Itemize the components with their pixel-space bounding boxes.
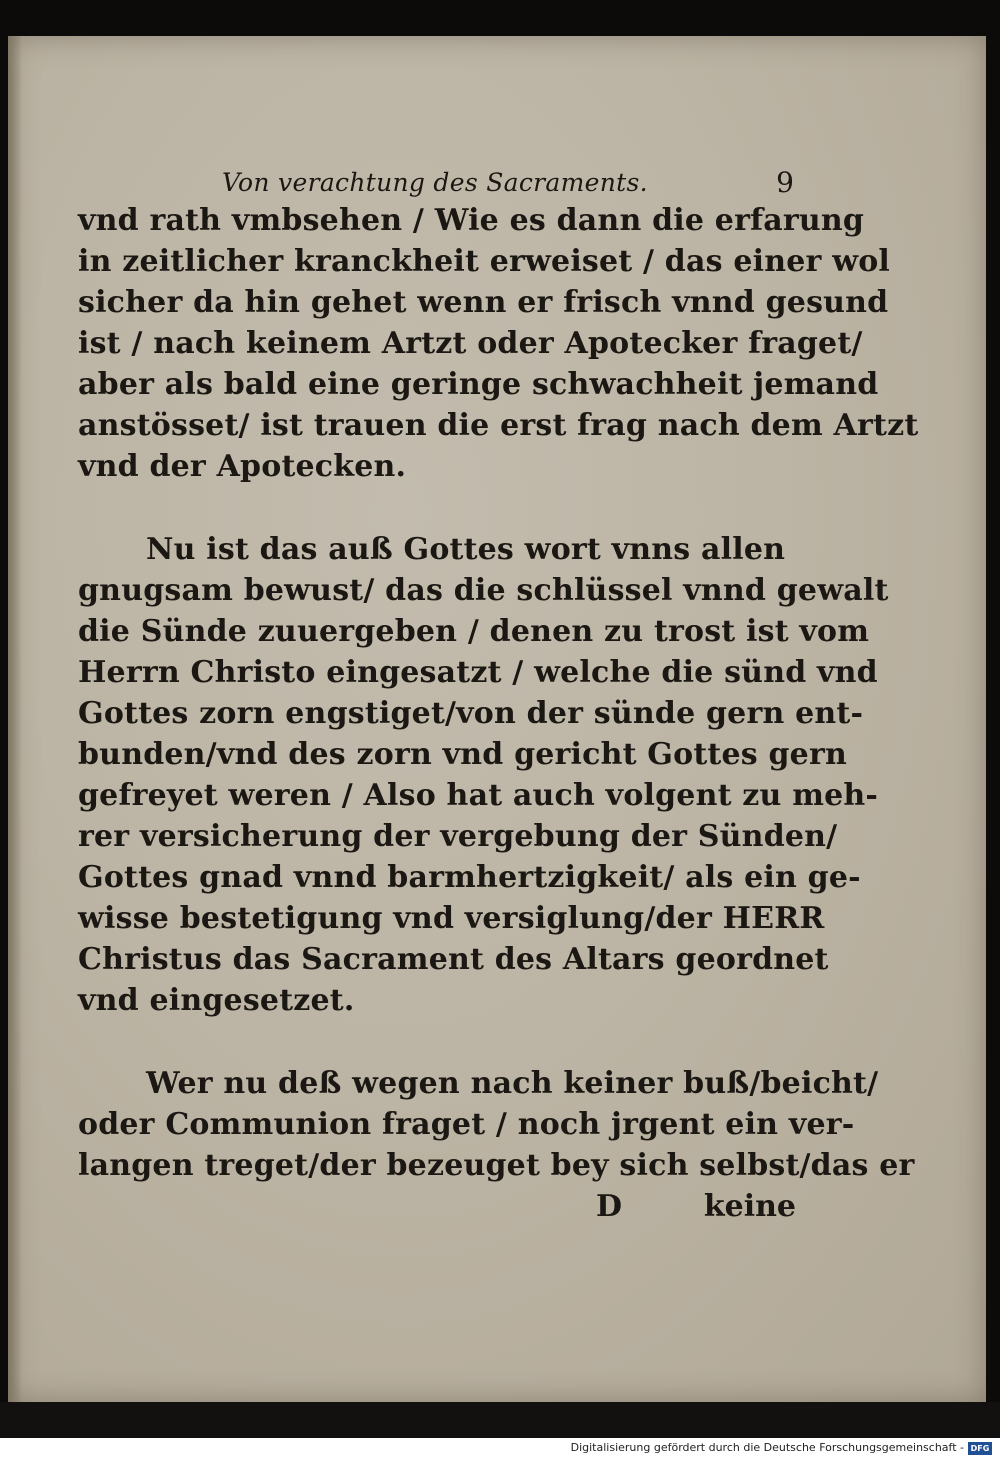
page-text bbox=[78, 166, 919, 1227]
catchword: keine bbox=[703, 1189, 796, 1224]
text-line: die Sünde zuuergeben / denen zu trost ist vom bbox=[78, 614, 870, 649]
text-line: vnd der Apotecken. bbox=[78, 449, 407, 484]
paragraph-gap bbox=[78, 1021, 800, 1063]
digitization-credit bbox=[571, 1440, 992, 1456]
paragraph-3 bbox=[78, 1063, 915, 1186]
text-line: Gottes gnad vnnd barmhertzigkeit/ als ein ge- bbox=[78, 860, 861, 895]
page-number: 9 bbox=[776, 166, 794, 199]
text-line: gefreyet weren / Also hat auch volgent zu meh- bbox=[78, 778, 879, 813]
text-line: aber als bald eine geringe schwachheit jemand bbox=[78, 367, 879, 402]
text-line: vnd rath vmbsehen / Wie es dann die erfarung bbox=[78, 203, 865, 238]
text-line: rer versicherung der vergebung der Sünden/ bbox=[78, 819, 838, 854]
text-line: Gottes zorn engstiget/von der sünde gern ent- bbox=[78, 696, 864, 731]
dfg-logo-icon: DFG bbox=[968, 1442, 992, 1455]
signature-mark: D bbox=[596, 1189, 623, 1224]
text-line: bunden/vnd des zorn vnd gericht Gottes gern bbox=[78, 737, 847, 772]
text-line: in zeitlicher kranckheit erweiset / das einer wol bbox=[78, 244, 891, 279]
paragraph-1 bbox=[78, 200, 919, 487]
text-line: Wer nu deß wegen nach keiner buß/beicht/ bbox=[146, 1066, 879, 1101]
text-line: ist / nach keinem Artzt oder Apotecker fraget/ bbox=[78, 326, 863, 361]
text-line: Nu ist das auß Gottes wort vnns allen bbox=[146, 532, 786, 567]
text-line: sicher da hin gehet wenn er frisch vnnd gesund bbox=[78, 285, 889, 320]
text-line: vnd eingesetzet. bbox=[78, 983, 355, 1018]
credit-text: Digitalisierung gefördert durch die Deutsche Forschungsgemeinschaft - bbox=[570, 1441, 964, 1454]
scan-bottom-edge bbox=[0, 1402, 1000, 1438]
page-footer bbox=[78, 1186, 800, 1227]
paragraph-2 bbox=[78, 529, 889, 1021]
text-line: wisse bestetigung vnd versiglung/der HERR bbox=[78, 901, 825, 936]
paragraph-gap bbox=[78, 487, 800, 529]
text-line: langen treget/der bezeuget bey sich selbst/das er bbox=[78, 1148, 915, 1183]
running-head: Von verachtung des Sacraments. bbox=[222, 168, 648, 197]
text-line: gnugsam bewust/ das die schlüssel vnnd gewalt bbox=[78, 573, 889, 608]
text-line: anstösset/ ist trauen die erst frag nach dem Artzt bbox=[78, 408, 919, 443]
text-line: Herrn Christo eingesatzt / welche die sünd vnd bbox=[78, 655, 878, 690]
page-edge-shadow bbox=[8, 36, 22, 1402]
text-line: Christus das Sacrament des Altars geordnet bbox=[78, 942, 829, 977]
text-line: oder Communion fraget / noch jrgent ein ver- bbox=[78, 1107, 855, 1142]
page-header bbox=[78, 166, 800, 200]
